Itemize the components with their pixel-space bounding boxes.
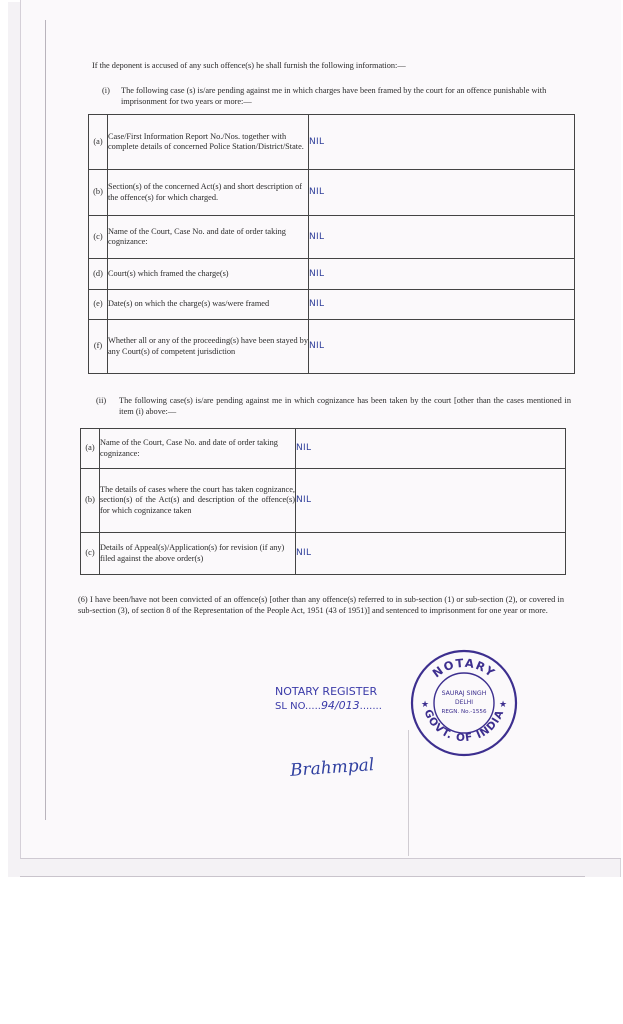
row-description: Case/First Information Report No./Nos. together with complete details of concerned Police Station/District/State. bbox=[108, 115, 309, 170]
part-i-label: (i) bbox=[102, 86, 110, 95]
row-index: (d) bbox=[89, 259, 108, 290]
row-index: (c) bbox=[89, 216, 108, 259]
row-index: (c) bbox=[81, 533, 100, 575]
row-description: The details of cases where the court has taken cognizance, section(s) of the Act(s) and description of the offence(s) for which cognizance taken bbox=[100, 469, 296, 533]
row-answer: NIL bbox=[309, 115, 575, 170]
part-ii-text: The following case(s) is/are pending against me in which cognizance has been taken by the court [other than the cases mentioned in item (i) above:— bbox=[119, 396, 571, 416]
row-description: Date(s) on which the charge(s) was/were framed bbox=[108, 290, 309, 320]
serial-suffix: ....... bbox=[359, 701, 382, 712]
part-ii-label: (ii) bbox=[96, 396, 107, 405]
table-row bbox=[89, 320, 575, 374]
seal-bottom-text: GOVT. OF INDIA bbox=[421, 707, 507, 745]
row-index: (a) bbox=[81, 429, 100, 469]
signature: Brahmpal bbox=[289, 755, 375, 781]
table-row bbox=[89, 290, 575, 320]
table-row bbox=[81, 533, 566, 575]
notary-register-serial-line bbox=[275, 699, 400, 714]
cognizance-table bbox=[80, 428, 566, 575]
row-index: (a) bbox=[89, 115, 108, 170]
part-i-text: The following case (s) is/are pending against me in which charges have been framed by the court for an offence punishable with imprisonment for two years or more:— bbox=[121, 86, 547, 106]
row-answer: NIL bbox=[309, 259, 575, 290]
notary-register-stamp bbox=[275, 685, 400, 714]
seal-registration: REGN. No.-1556 bbox=[441, 709, 487, 715]
row-index: (b) bbox=[81, 469, 100, 533]
row-answer: NIL bbox=[309, 290, 575, 320]
row-answer: NIL bbox=[296, 533, 566, 575]
serial-prefix: SL NO..... bbox=[275, 701, 321, 712]
table-row bbox=[89, 115, 575, 170]
seal-city: DELHI bbox=[454, 699, 474, 706]
row-answer: NIL bbox=[296, 469, 566, 533]
table-row bbox=[81, 429, 566, 469]
row-description: Whether all or any of the proceeding(s) have been stayed by any Court(s) of competent jurisdiction bbox=[108, 320, 309, 374]
table-row bbox=[89, 170, 575, 216]
notary-seal bbox=[409, 648, 519, 758]
seal-star-icon: ★ bbox=[421, 699, 430, 709]
seal-star-icon: ★ bbox=[499, 699, 508, 709]
intro-text: If the deponent is accused of any such offence(s) he shall furnish the following information:— bbox=[92, 61, 406, 70]
row-index: (b) bbox=[89, 170, 108, 216]
serial-number: 94/013 bbox=[320, 699, 360, 712]
row-description: Name of the Court, Case No. and date of order taking cognizance: bbox=[100, 429, 296, 469]
row-answer: NIL bbox=[296, 429, 566, 469]
scan-fold-line bbox=[45, 20, 46, 820]
row-answer: NIL bbox=[309, 216, 575, 259]
table-row bbox=[89, 259, 575, 290]
notary-register-title: NOTARY REGISTER bbox=[275, 685, 378, 698]
seal-top-text: NOTARY bbox=[429, 655, 499, 681]
charges-table bbox=[88, 114, 575, 374]
row-answer: NIL bbox=[309, 170, 575, 216]
row-answer: NIL bbox=[309, 320, 575, 374]
row-description: Court(s) which framed the charge(s) bbox=[108, 259, 309, 290]
table-row bbox=[81, 469, 566, 533]
row-index: (f) bbox=[89, 320, 108, 374]
paragraph-6: (6) I have been/have not been convicted of an offence(s) [other than any offence(s) referred to in sub-section (1) or sub-section (2), or covered in sub-section (3), of section 8 of the Representation of the People Act, 1951 (43 of 1951)] and sentenced to imprisonment for one year or more. bbox=[78, 595, 564, 615]
row-description: Section(s) of the concerned Act(s) and short description of the offence(s) for which charged. bbox=[108, 170, 309, 216]
row-index: (e) bbox=[89, 290, 108, 320]
table-row bbox=[89, 216, 575, 259]
seal-name: SAURAJ SINGH bbox=[441, 690, 487, 697]
row-description: Name of the Court, Case No. and date of order taking cognizance: bbox=[108, 216, 309, 259]
row-description: Details of Appeal(s)/Application(s) for revision (if any) filed against the above order(s) bbox=[100, 533, 296, 575]
scan-edge-line bbox=[20, 876, 585, 877]
